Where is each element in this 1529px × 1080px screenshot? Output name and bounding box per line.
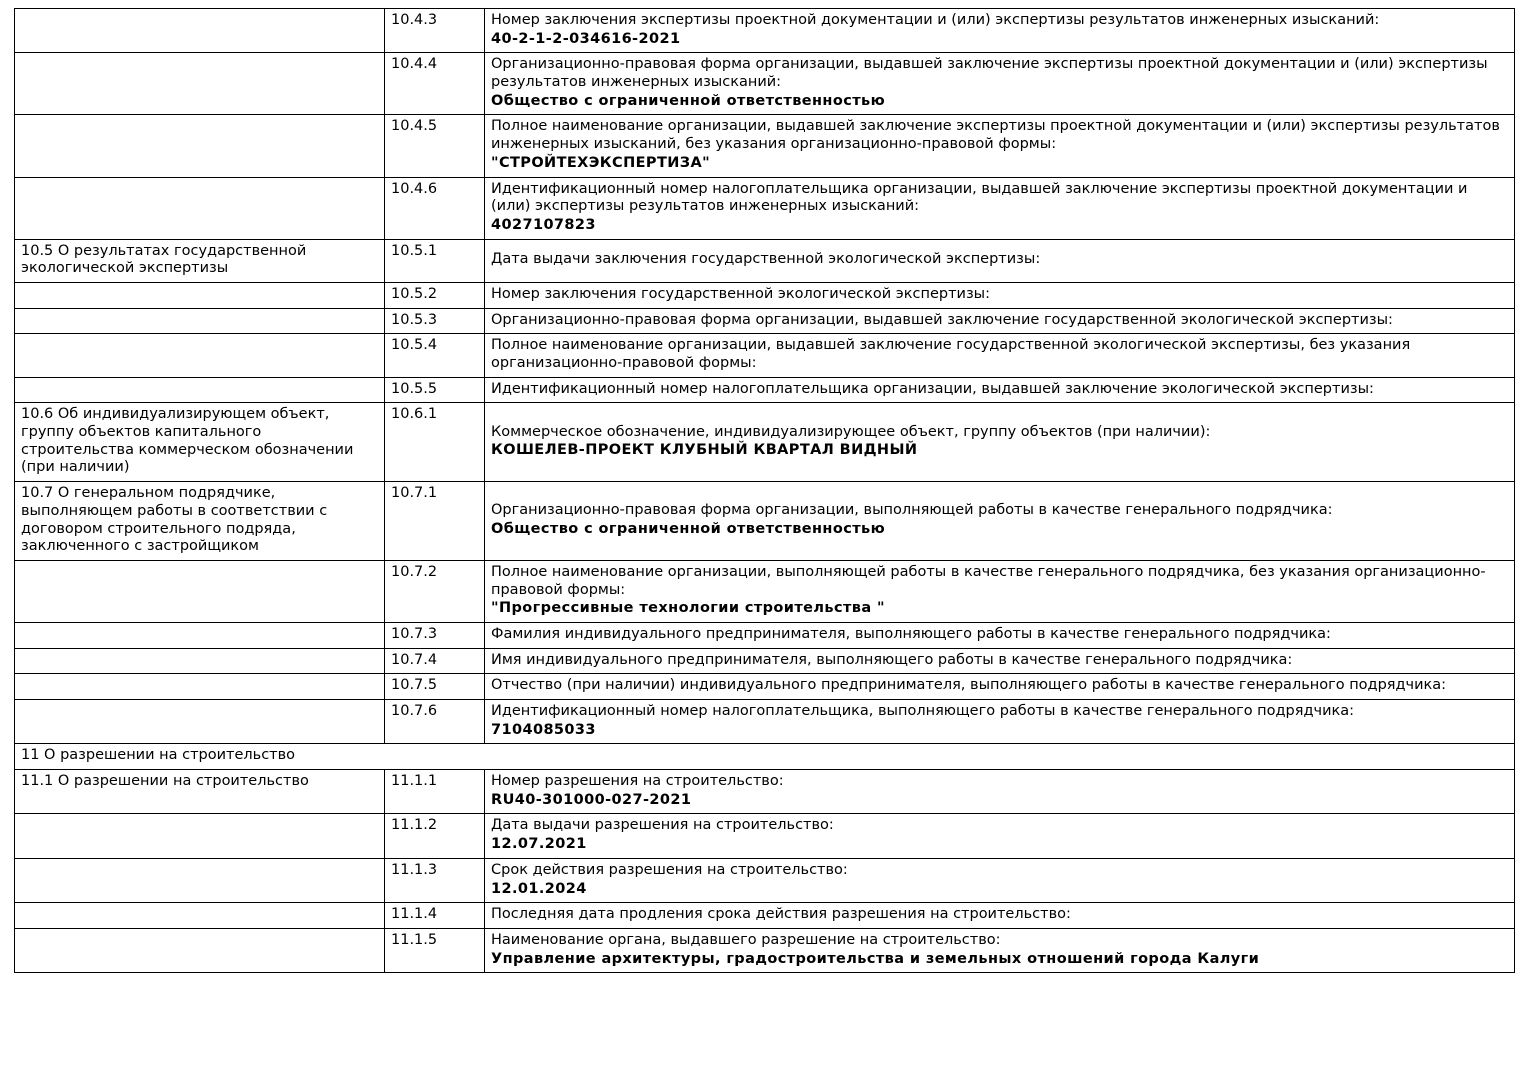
content-label: Организационно-правовая форма организации, выдавшей заключение государственной экологической экспертизы:	[491, 311, 1393, 328]
table-row	[15, 622, 1515, 648]
number-cell: 11.1.3	[385, 858, 485, 902]
content-label: Полное наименование организации, выдавшей заключение государственной экологической экспертизы, без указания организационно-правовой формы:	[491, 337, 1411, 371]
content-cell	[485, 482, 1515, 561]
table-row	[15, 928, 1515, 972]
content-label: Фамилия индивидуального предпринимателя, выполняющего работы в качестве генерального подрядчика:	[491, 625, 1331, 642]
number-cell: 10.7.6	[385, 700, 485, 744]
table-row	[15, 674, 1515, 700]
content-cell	[485, 334, 1515, 377]
content-label: Полное наименование организации, выполняющей работы в качестве генерального подрядчика, без указания организационно-правовой формы:	[491, 563, 1486, 598]
table-row	[15, 560, 1515, 622]
number-cell: 10.5.4	[385, 334, 485, 377]
content-cell	[485, 814, 1515, 858]
section-cell	[15, 858, 385, 902]
content-label: Полное наименование организации, выдавшей заключение экспертизы проектной документации и (или) экспертизы результатов инженерных изысканий, без указания организационно-правовой формы:	[491, 118, 1500, 153]
section-cell: 10.5 О результатах государственной экологической экспертизы	[15, 239, 385, 282]
content-label: Номер разрешения на строительство:	[491, 773, 784, 790]
number-cell: 10.7.4	[385, 648, 485, 674]
number-cell: 10.7.1	[385, 482, 485, 561]
section-cell	[15, 700, 385, 744]
content-cell	[485, 903, 1515, 929]
content-label: Организационно-правовая форма организации, выполняющей работы в качестве генерального подрядчика:	[491, 502, 1333, 519]
content-label: Номер заключения экспертизы проектной документации и (или) экспертизы результатов инженерных изысканий:	[491, 12, 1380, 28]
number-cell: 10.4.6	[385, 177, 485, 239]
number-cell: 10.6.1	[385, 403, 485, 482]
content-cell	[485, 177, 1515, 239]
content-label: Идентификационный номер налогоплательщика, выполняющего работы в качестве генерального подрядчика:	[491, 703, 1355, 719]
section-cell	[15, 9, 385, 53]
table-row	[15, 814, 1515, 858]
content-cell	[485, 770, 1515, 814]
content-label: Номер заключения государственной экологической экспертизы:	[491, 285, 991, 302]
section-header-cell: 11 О разрешении на строительство	[15, 744, 1515, 770]
content-label: Идентификационный номер налогоплательщика организации, выдавшей заключение экспертизы проектной документации и (или) экспертизы результатов инженерных изысканий:	[491, 180, 1468, 215]
number-cell: 11.1.2	[385, 814, 485, 858]
content-label: Дата выдачи разрешения на строительство:	[491, 817, 834, 834]
content-label: Дата выдачи заключения государственной экологической экспертизы:	[491, 251, 1041, 268]
number-cell: 10.4.4	[385, 53, 485, 115]
section-cell: 10.6 Об индивидуализирующем объект, группу объектов капитального строительства коммерческом обозначении (при наличии)	[15, 403, 385, 482]
content-cell	[485, 239, 1515, 282]
section-cell	[15, 115, 385, 177]
content-value: RU40-301000-027-2021	[491, 791, 692, 808]
table-row	[15, 239, 1515, 282]
content-value: "Прогрессивные технологии строительства "	[491, 600, 885, 617]
table-row	[15, 53, 1515, 115]
table-row	[15, 403, 1515, 482]
content-value: 4027107823	[491, 216, 596, 233]
content-cell	[485, 700, 1515, 744]
content-cell	[485, 9, 1515, 53]
table-row	[15, 9, 1515, 53]
table-row	[15, 903, 1515, 929]
number-cell: 10.5.1	[385, 239, 485, 282]
content-value: Общество с ограниченной ответственностью	[491, 521, 886, 537]
content-cell	[485, 308, 1515, 334]
section-cell	[15, 928, 385, 972]
content-value: Управление архитектуры, градостроительства и земельных отношений города Калуги	[491, 950, 1260, 967]
section-cell	[15, 334, 385, 377]
number-cell: 10.5.5	[385, 377, 485, 403]
number-cell: 10.7.3	[385, 622, 485, 648]
table-row	[15, 177, 1515, 239]
content-label: Последняя дата продления срока действия разрешения на строительство:	[491, 906, 1071, 923]
section-cell	[15, 674, 385, 700]
number-cell: 10.4.5	[385, 115, 485, 177]
number-cell: 10.4.3	[385, 9, 485, 53]
number-cell: 11.1.4	[385, 903, 485, 929]
content-cell	[485, 928, 1515, 972]
content-label: Идентификационный номер налогоплательщика организации, выдавшей заключение экологической экспертизы:	[491, 380, 1374, 397]
table-row	[15, 482, 1515, 561]
content-cell	[485, 282, 1515, 308]
content-value: 12.07.2021	[491, 836, 587, 853]
table-row-section-header	[15, 744, 1515, 770]
content-value: "СТРОЙТЕХЭКСПЕРТИЗА"	[491, 154, 711, 171]
content-label: Организационно-правовая форма организации, выдавшей заключение экспертизы проектной документации и (или) экспертизы результатов инженерных изысканий:	[491, 56, 1488, 91]
number-cell: 10.7.5	[385, 674, 485, 700]
table-row	[15, 115, 1515, 177]
content-label: Срок действия разрешения на строительство:	[491, 861, 848, 878]
section-cell	[15, 814, 385, 858]
section-cell: 11.1 О разрешении на строительство	[15, 770, 385, 814]
content-cell	[485, 377, 1515, 403]
table-row	[15, 282, 1515, 308]
content-label: Наименование органа, выдавшего разрешение на строительство:	[491, 931, 1001, 948]
content-cell	[485, 858, 1515, 902]
number-cell: 11.1.5	[385, 928, 485, 972]
section-cell	[15, 282, 385, 308]
table-row	[15, 770, 1515, 814]
section-cell	[15, 177, 385, 239]
content-value: 7104085033	[491, 721, 596, 738]
content-value: 40-2-1-2-034616-2021	[491, 30, 681, 47]
content-value: КОШЕЛЕВ-ПРОЕКТ КЛУБНЫЙ КВАРТАЛ ВИДНЫЙ	[491, 442, 918, 459]
content-cell	[485, 622, 1515, 648]
section-cell	[15, 53, 385, 115]
number-cell: 11.1.1	[385, 770, 485, 814]
number-cell: 10.5.2	[385, 282, 485, 308]
number-cell: 10.5.3	[385, 308, 485, 334]
declaration-table	[14, 8, 1515, 973]
content-cell	[485, 648, 1515, 674]
content-value: Общество с ограниченной ответственностью	[491, 92, 886, 109]
section-cell	[15, 560, 385, 622]
content-label: Коммерческое обозначение, индивидуализирующее объект, группу объектов (при наличии):	[491, 423, 1211, 440]
content-label: Имя индивидуального предпринимателя, выполняющего работы в качестве генерального подрядчика:	[491, 651, 1293, 668]
content-cell	[485, 560, 1515, 622]
section-cell: 10.7 О генеральном подрядчике, выполняющем работы в соответствии с договором строительного подряда, заключенного с застройщиком	[15, 482, 385, 561]
content-label: Отчество (при наличии) индивидуального предпринимателя, выполняющего работы в качестве генерального подрядчика:	[491, 677, 1447, 694]
content-cell	[485, 403, 1515, 482]
number-cell: 10.7.2	[385, 560, 485, 622]
section-cell	[15, 903, 385, 929]
content-value: 12.01.2024	[491, 880, 587, 897]
section-cell	[15, 308, 385, 334]
section-cell	[15, 648, 385, 674]
table-row	[15, 334, 1515, 377]
section-cell	[15, 377, 385, 403]
table-row	[15, 700, 1515, 744]
table-body	[15, 9, 1515, 973]
section-cell	[15, 622, 385, 648]
table-row	[15, 308, 1515, 334]
content-cell	[485, 115, 1515, 177]
table-row	[15, 858, 1515, 902]
content-cell	[485, 53, 1515, 115]
content-cell	[485, 674, 1515, 700]
table-row	[15, 648, 1515, 674]
table-row	[15, 377, 1515, 403]
